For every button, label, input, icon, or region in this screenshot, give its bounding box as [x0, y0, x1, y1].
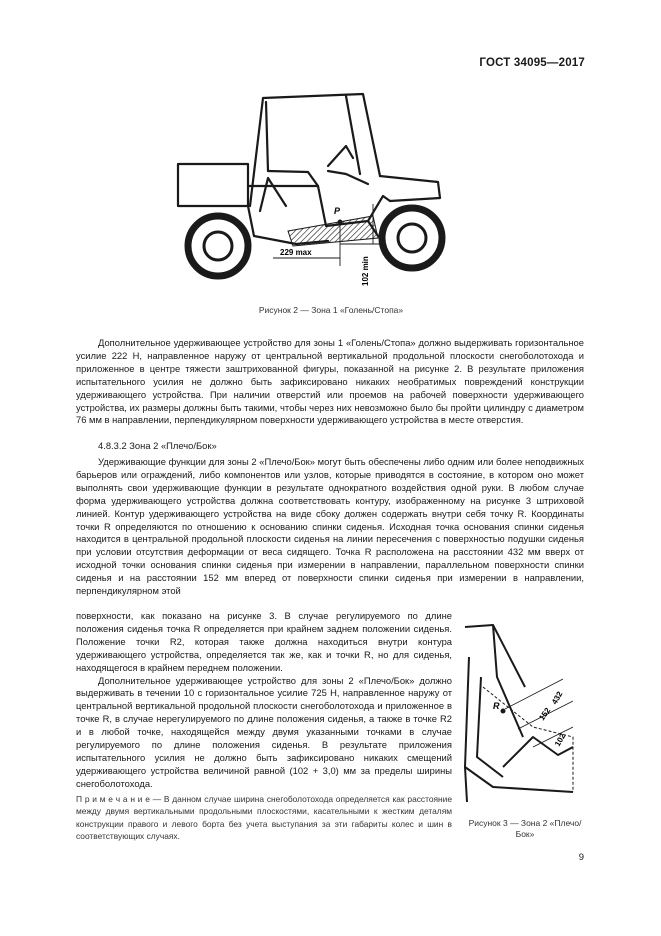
label-102-min: 102 min — [361, 256, 370, 286]
figure-2-caption: Рисунок 2 — Зона 1 «Голень/Стопа» — [258, 305, 404, 315]
label-229-max: 229 max — [280, 248, 312, 257]
paragraph-zone2-cont — [76, 610, 452, 791]
paragraph-zone1 — [76, 337, 584, 427]
figure-2-vehicle-drawing — [168, 86, 448, 291]
paragraph-text: Удерживающие функции для зоны 2 «Плечо/Бок» могут быть обеспечены либо одним или более неподвижных барьеров или ограждений, либо компонентов или узлов, которые приводятся в состояние, в котором оно может выполнять свои удерживающие функции в результате однократного воздействия одной руки. В любом случае форма удерживающего устройства должна соответствовать контуру, изображенному на рисунке 3 штриховой линией. Контур удерживающего устройства на виде сбоку должен содержать внутри себя точку R. Координаты точки R определяются по отношению к основанию спинки сиденья. Исходная точка основания спинки сиденья находится в центральной продольной плоскости сиденья на линии пересечения с поверхностью подушки сиденья при условии отсутствия деформации от веса сидящего. Точка R расположена на расстоянии 432 мм вверх от исходной точки основания спинки сиденья при измерении в направлении, параллельном поверхности спинки сиденья и на расстоянии 152 мм вперед от поверхности спинки сиденья при измерении в направлении, перпендикулярном этой — [76, 456, 584, 597]
paragraph-text: Дополнительное удерживающее устройство для зоны 1 «Голень/Стопа» должно выдерживать горизонтальное усилие 222 Н, направленное наружу от центральной вертикальной продольной плоскости снегоболотохода и приложенное в центре тяжести заштрихованной фигуры, показанной на рисунке 2. В результате приложения испытательного усилия не должно быть зафиксировано никаких необратимых повреждений конструкции удерживающего устройства. При наличии отверстий или проемов на рабочей поверхности удерживающего устройства, их размеры должны быть такими, чтобы через них невозможно было бы пройти цилиндру с диаметром 76 мм в направлении, перпендикулярном поверхности удерживающего устройства в месте отверстия. — [76, 337, 584, 426]
section-heading-4832: 4.8.3.2 Зона 2 «Плечо/Бок» — [98, 440, 217, 451]
point-p-marker — [338, 220, 343, 225]
point-r-marker — [501, 709, 506, 714]
label-102: 102 — [552, 731, 568, 748]
paragraph-text: поверхности, как показано на рисунке 3. В случае регулируемого по длине положения сиденья точка R определяется при крайнем заднем положении сиденья. Положение точки R2, которая также должна находиться внутри контура удерживающего устройства, определяется так же, как и точки R, но для сиденья, находящегося в крайнем переднем положении. — [76, 610, 452, 673]
label-p: P — [334, 206, 341, 216]
page-number: 9 — [578, 852, 584, 863]
label-152: 152 — [537, 706, 553, 723]
label-r: R — [493, 701, 500, 711]
standard-header: ГОСТ 34095—2017 — [479, 57, 585, 69]
figure-3-seat-drawing — [463, 617, 587, 812]
label-432: 432 — [549, 689, 565, 706]
figure-3-caption: Рисунок 3 — Зона 2 «Плечо/Бок» — [468, 818, 582, 839]
note-block: П р и м е ч а н и е — В данном случае ширина снегоболотохода определяется как расстояние между двумя вертикальными продольными плоскостями, касательными к жестким деталям конструкции правого и левого борта без учета выступания за эти габариты колес и шин в соответствующих случаях. — [76, 794, 452, 841]
paragraph-text: Дополнительное удерживающее устройство для зоны 2 «Плечо/Бок» должно выдерживать в течении 10 с горизонтальное усилие 725 Н, направленное наружу от центральной вертикальной продольной плоскости снегоболотохода и приложенное в точке R, в случае нерегулируемого по длине положения сиденья, а также в точке R2 и в любой точке, находящейся между двумя указанными точками в случае регулируемого по длине положения сиденья. В результате приложения испытательного усилия не должно быть зафиксировано никаких смещений удерживающего устройства величиной равной (102 + 3,0) мм за пределы ширины снегоболотохода. — [76, 674, 452, 789]
paragraph-zone2-desc — [76, 456, 584, 598]
